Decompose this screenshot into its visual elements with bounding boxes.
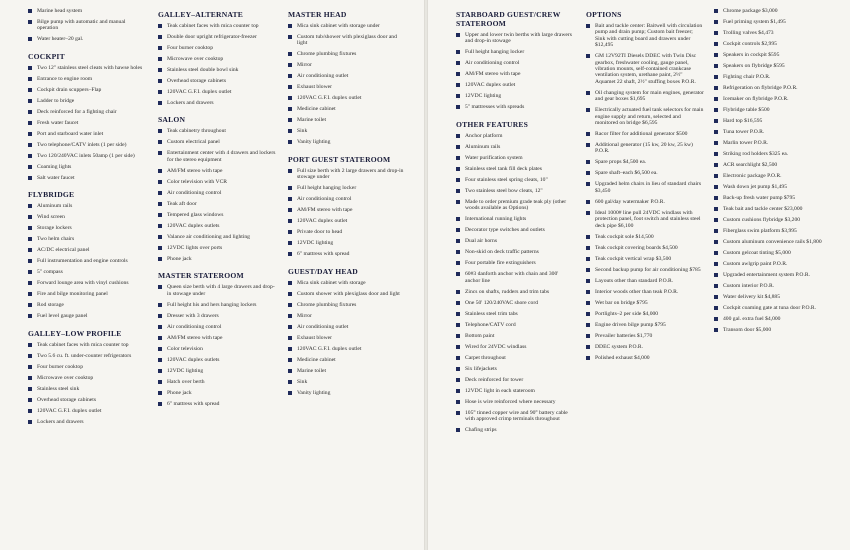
feature-item: Anchor platform (456, 133, 574, 139)
feature-item: Six lifejackets (456, 366, 574, 372)
feature-section (288, 10, 406, 146)
feature-item: AM/FM stereo with tape (158, 168, 276, 174)
feature-section (288, 155, 406, 258)
feature-item: Telephone/CATV cord (456, 322, 574, 328)
feature-item: Entrance to engine room (28, 76, 146, 82)
feature-item: Hose is wire reinforced where necessary (456, 399, 574, 405)
feature-item: Full height hanging locker (456, 49, 574, 55)
feature-item: Medicine cabinet (288, 357, 406, 363)
feature-item: Tempered glass windows (158, 212, 276, 218)
feature-item: Full height hanging locker (288, 185, 406, 191)
section-title: STARBOARD GUEST/CREW STATEROOM (456, 10, 561, 28)
feature-item: Flybridge table $500 (714, 107, 834, 113)
feature-item: Portlights–2 per side $4,000 (586, 311, 704, 317)
feature-item: Layouts other than standard P.O.R. (586, 278, 704, 284)
feature-item: Water heater–20 gal. (28, 36, 146, 42)
feature-item: Two 12" stainless steel cleats with hawse holes (28, 65, 146, 71)
feature-item: Vanity lighting (288, 390, 406, 396)
feature-item: Exhaust blower (288, 335, 406, 341)
feature-item: 120VAC G.F.I. duplex outlet (288, 346, 406, 352)
feature-item: Spare props $4,500 ea. (586, 159, 704, 165)
feature-list (28, 203, 146, 319)
feature-list (28, 65, 146, 181)
page-gutter (424, 0, 428, 550)
feature-item: Stainless steel double bowl sink (158, 67, 276, 73)
feature-item: Teak cockpit covering boards $4,500 (586, 245, 704, 251)
feature-item: Four portable fire extinguishers (456, 260, 574, 266)
feature-item: Custom tub/shower with plexiglass door and light (288, 34, 406, 47)
feature-item: Lockers and drawers (28, 419, 146, 425)
feature-item: 105° tinned copper wire and 90° battery cable with approved crimp terminals throughout (456, 410, 574, 423)
feature-item: Queen size berth with 4 large drawers and drop-in stowage under (158, 284, 276, 297)
feature-item: Teak aft door (158, 201, 276, 207)
feature-item: Aluminum rails (28, 203, 146, 209)
feature-item: Sink (288, 128, 406, 134)
feature-item: Mirror (288, 62, 406, 68)
feature-item: Bilge pump with automatic and manual operation (28, 19, 146, 32)
feature-section (28, 329, 146, 425)
feature-item: 12VDC lighting (456, 93, 574, 99)
feature-item: Water purification system (456, 155, 574, 161)
feature-item: Stainless steel sink (28, 386, 146, 392)
feature-item: Custom gelcoat tinting $5,000 (714, 250, 834, 256)
feature-item: Chrome plumbing fixtures (288, 51, 406, 57)
feature-item: Water delivery kit $4,885 (714, 294, 834, 300)
feature-section (158, 271, 276, 407)
feature-item: 60#3 danforth anchor with chain and 300' anchor line (456, 271, 574, 284)
feature-list (28, 342, 146, 425)
feature-list (288, 23, 406, 146)
section-title: PORT GUEST STATEROOM (288, 154, 391, 164)
feature-item: 5" compass (28, 269, 146, 275)
feature-list (288, 280, 406, 396)
feature-item: Two stainless steel bow cleats, 12" (456, 188, 574, 194)
feature-item: Transom door $5,000 (714, 327, 834, 333)
feature-item: Overhead storage cabinets (158, 78, 276, 84)
feature-item: Prevailer batteries $1,770 (586, 333, 704, 339)
column-6 (714, 8, 834, 342)
feature-item: Aluminum rails (456, 144, 574, 150)
feature-section (28, 190, 146, 319)
feature-item: Teak cabinet faces with mica counter top (28, 342, 146, 348)
feature-list (586, 23, 704, 361)
section-title: GALLEY–LOW PROFILE (28, 328, 122, 338)
section-title: FLYBRIDGE (28, 190, 75, 200)
feature-item: 120VAC duplex outlet (456, 82, 574, 88)
feature-item: Salt water faucet (28, 175, 146, 181)
feature-item: Marlin tower P.O.R. (714, 140, 834, 146)
feature-item: Zincs on shafts, rudders and trim tabs (456, 289, 574, 295)
feature-item: Wet bar on bridge $795 (586, 300, 704, 306)
feature-item: Engine driven bilge pump $795 (586, 322, 704, 328)
feature-item: Air conditioning control (456, 60, 574, 66)
feature-item: Custom awlgrip paint P.O.R. (714, 261, 834, 267)
feature-item: Four burner cooktop (28, 364, 146, 370)
feature-item: Marine head system (28, 8, 146, 14)
feature-section (288, 267, 406, 396)
feature-item: Full height his and hers hanging lockers (158, 302, 276, 308)
feature-item: Custom interior P.O.R. (714, 283, 834, 289)
feature-section (28, 8, 146, 43)
feature-item: 400 gal. extra fuel $4,000 (714, 316, 834, 322)
feature-item: Speakers in cockpit $595 (714, 52, 834, 58)
feature-item: Second backup pump for air conditioning $785 (586, 267, 704, 273)
feature-item: Wind screen (28, 214, 146, 220)
feature-list (158, 128, 276, 262)
feature-item: Port and starboard water inlet (28, 131, 146, 137)
feature-item: AM/FM stereo with tape (158, 335, 276, 341)
feature-item: Four burner cooktop (158, 45, 276, 51)
feature-item: Phone jack (158, 390, 276, 396)
feature-section (158, 115, 276, 262)
feature-item: Carpet throughout (456, 355, 574, 361)
feature-item: Dual air horns (456, 238, 574, 244)
feature-item: Back-up fresh water pump $795 (714, 195, 834, 201)
feature-section (714, 8, 834, 333)
feature-item: Decorator type switches and outlets (456, 227, 574, 233)
feature-item: Tuna tower P.O.R. (714, 129, 834, 135)
feature-item: 600 gal/day watermaker P.O.R. (586, 199, 704, 205)
section-title: COCKPIT (28, 51, 65, 61)
column-1 (28, 8, 146, 434)
feature-item: Custom aluminum convenience rails $1,800 (714, 239, 834, 245)
feature-item: Interior woods other than teak P.O.R. (586, 289, 704, 295)
feature-section (456, 10, 574, 111)
feature-item: Double door upright refrigerator-freezer (158, 34, 276, 40)
feature-item: Cockpit coaming gate at tuna door P.O.R. (714, 305, 834, 311)
feature-section (28, 52, 146, 181)
section-title: MASTER HEAD (288, 10, 347, 19)
section-title: OTHER FEATURES (456, 119, 529, 129)
feature-item: 5" mattresses with spreads (456, 104, 574, 110)
feature-list (28, 8, 146, 43)
feature-item: GM 12V92TI Diesels DDEC with Twin Disc gearbox, freshwater cooling, gauge panel, vibration mounts, self-contained crankcase ventilation system, urethane paint, 2½" Aquamet 22 shaft, 2½" stuffing boxes P.O.R. (586, 53, 704, 85)
feature-item: 120VAC duplex outlet (288, 218, 406, 224)
feature-item: Fresh water faucet (28, 120, 146, 126)
feature-item: Teak bait and tackle center $23,000 (714, 206, 834, 212)
feature-item: ACR searchlight $2,500 (714, 162, 834, 168)
feature-item: Teak cockpit vertical wrap $3,500 (586, 256, 704, 262)
feature-item: Teak cabinetry throughout (158, 128, 276, 134)
section-title: GALLEY–ALTERNATE (158, 10, 244, 19)
feature-item: 120VAC duplex outlets (158, 357, 276, 363)
feature-item: Upper and lower twin berths with large drawers and drop-in stowage (456, 32, 574, 45)
feature-item: Deck reinforced for a fighting chair (28, 109, 146, 115)
feature-item: Mica sink cabinet with storage under (288, 23, 406, 29)
feature-item: AC/DC electrical panel (28, 247, 146, 253)
feature-item: Microwave over cooktop (28, 375, 146, 381)
feature-item: Custom shower with plexiglass door and light (288, 291, 406, 297)
feature-item: Fire and bilge monitoring panel (28, 291, 146, 297)
feature-item: Sink (288, 379, 406, 385)
feature-item: Hatch over berth (158, 379, 276, 385)
feature-list (158, 23, 276, 106)
feature-item: 12VDC lighting (288, 240, 406, 246)
feature-item: Phone jack (158, 256, 276, 262)
feature-item: 12VDC lights over ports (158, 245, 276, 251)
feature-item: Marine toilet (288, 117, 406, 123)
feature-item: Stainless steel tank fill deck plates (456, 166, 574, 172)
feature-item: Ideal 1000# line pull 24VDC windlass with protection panel, foot switch and stainless steel deck pipe $6,100 (586, 210, 704, 229)
feature-item: Private door to head (288, 229, 406, 235)
feature-item: Wired for 24VDC windlass (456, 344, 574, 350)
feature-item: Air conditioning outlet (288, 324, 406, 330)
feature-section (158, 10, 276, 106)
feature-item: Custom cushions flybridge $3,200 (714, 217, 834, 223)
feature-item: Chrome package $3,000 (714, 8, 834, 14)
feature-item: Upgraded helm chairs in lieu of standard chairs $3,450 (586, 181, 704, 194)
feature-item: Entertainment center with 4 drawers and lockers for the stereo equipment (158, 150, 276, 163)
feature-item: Forward lounge area with vinyl cushions (28, 280, 146, 286)
feature-list (714, 8, 834, 333)
feature-list (456, 133, 574, 434)
feature-item: Color television (158, 346, 276, 352)
feature-item: International running lights (456, 216, 574, 222)
feature-item: Coaming lights (28, 164, 146, 170)
feature-item: Custom electrical panel (158, 139, 276, 145)
feature-item: Fiberglass swim platform $3,995 (714, 228, 834, 234)
feature-item: Fighting chair P.O.R. (714, 74, 834, 80)
feature-item: Marine toilet (288, 368, 406, 374)
feature-item: Mica sink cabinet with storage (288, 280, 406, 286)
feature-item: Polished exhaust $4,000 (586, 355, 704, 361)
section-title: SALON (158, 115, 186, 125)
feature-item: Refrigeration on flybridge P.O.R. (714, 85, 834, 91)
feature-item: Spare shaft–each $6,500 ea. (586, 170, 704, 176)
feature-item: Teak cabinet faces with mica counter top (158, 23, 276, 29)
feature-item: AM/FM stereo with tape (456, 71, 574, 77)
feature-item: Microwave over cooktop (158, 56, 276, 62)
feature-item: Electronic package P.O.R. (714, 173, 834, 179)
feature-item: Two helm chairs (28, 236, 146, 242)
column-2 (158, 8, 276, 416)
feature-item: Fuel level gauge panel (28, 313, 146, 319)
feature-item: 120VAC duplex outlets (158, 223, 276, 229)
feature-item: 12VDC light in each stateroom (456, 388, 574, 394)
feature-item: 6" mattress with spread (158, 401, 276, 407)
section-title: OPTIONS (586, 10, 622, 19)
feature-item: Two 120/240VAC inlets 50amp (1 per side) (28, 153, 146, 159)
feature-item: Speakers on flybridge $595 (714, 63, 834, 69)
feature-item: Cockpit controls $2,995 (714, 41, 834, 47)
feature-section (456, 120, 574, 434)
feature-item: Color television with VCR (158, 179, 276, 185)
feature-item: Lockers and drawers (158, 100, 276, 106)
feature-item: Deck reinforced for tower (456, 377, 574, 383)
feature-item: Chafing strips (456, 427, 574, 433)
feature-item: Air conditioning control (158, 190, 276, 196)
feature-item: Made to order premium grade teak ply (other woods available as Options) (456, 199, 574, 212)
column-5 (586, 8, 704, 370)
feature-item: Oil changing system for main engines, generator and gear boxes $1,695 (586, 90, 704, 103)
feature-list (456, 32, 574, 111)
feature-item: DDEC system P.O.R. (586, 344, 704, 350)
feature-item: Upgraded entertainment system P.O.R. (714, 272, 834, 278)
feature-list (158, 284, 276, 407)
feature-item: Four stainless steel spring cleats, 10" (456, 177, 574, 183)
feature-item: One 50' 120/240VAC shore cord (456, 300, 574, 306)
feature-item: Full instrumentation and engine controls (28, 258, 146, 264)
feature-item: Fuel priming system $1,495 (714, 19, 834, 25)
feature-item: 120VAC G.F.I. duplex outlet (158, 89, 276, 95)
feature-item: Air conditioning control (158, 324, 276, 330)
feature-item: Electrically actuated fuel tank selectors for main engine supply and return, selected and monitored on bridge $6,595 (586, 107, 704, 126)
feature-item: Air conditioning control (288, 196, 406, 202)
feature-item: Additional generator (15 kw, 20 kw, 25 kw) P.O.R. (586, 142, 704, 155)
feature-item: AM/FM stereo with tape (288, 207, 406, 213)
feature-item: Overhead storage cabinets (28, 397, 146, 403)
feature-item: Air conditioning outlet (288, 73, 406, 79)
feature-item: Racor filter for additional generator $500 (586, 131, 704, 137)
feature-item: Mirror (288, 313, 406, 319)
feature-item: Hard top $16,595 (714, 118, 834, 124)
column-4 (456, 8, 574, 442)
section-title: GUEST/DAY HEAD (288, 266, 358, 276)
feature-item: Dresser with 3 drawers (158, 313, 276, 319)
feature-list (288, 168, 406, 258)
feature-item: 12VDC lighting (158, 368, 276, 374)
feature-item: 120VAC G.F.I. duplex outlet (28, 408, 146, 414)
feature-item: Teak cockpit sole $14,500 (586, 234, 704, 240)
section-title: MASTER STATEROOM (158, 271, 244, 281)
feature-item: Rod storage (28, 302, 146, 308)
feature-item: Ladder to bridge (28, 98, 146, 104)
feature-item: Two telephone/CATV inlets (1 per side) (28, 142, 146, 148)
feature-item: Bottom paint (456, 333, 574, 339)
feature-item: Vanity lighting (288, 139, 406, 145)
feature-item: Non-skid on deck traffic patterns (456, 249, 574, 255)
feature-item: Two 5.6 cu. ft. under-counter refrigerators (28, 353, 146, 359)
feature-item: Chrome plumbing fixtures (288, 302, 406, 308)
feature-item: Cockpit drain scuppers–Flap (28, 87, 146, 93)
feature-section (586, 10, 704, 361)
feature-item: Bait and tackle center: Baitwell with circulation pump and drain pump; Custom bait freezer; Sink with cutting board and drawers under $12,495 (586, 23, 704, 49)
feature-item: Valance air conditioning and lighting (158, 234, 276, 240)
feature-item: 120VAC G.F.I. duplex outlet (288, 95, 406, 101)
feature-item: Medicine cabinet (288, 106, 406, 112)
feature-item: Striking rod holders $325 ea. (714, 151, 834, 157)
feature-item: Stainless steel trim tabs (456, 311, 574, 317)
feature-item: Exhaust blower (288, 84, 406, 90)
feature-item: Wash down jet pump $1,495 (714, 184, 834, 190)
feature-item: Icemaker on flybridge P.O.R. (714, 96, 834, 102)
feature-item: Trolling valves $4,473 (714, 30, 834, 36)
feature-item: Full size berth with 2 large drawers and drop-in stowage under (288, 168, 406, 181)
feature-item: Storage lockers (28, 225, 146, 231)
column-3 (288, 8, 406, 405)
feature-item: 6" mattress with spread (288, 251, 406, 257)
